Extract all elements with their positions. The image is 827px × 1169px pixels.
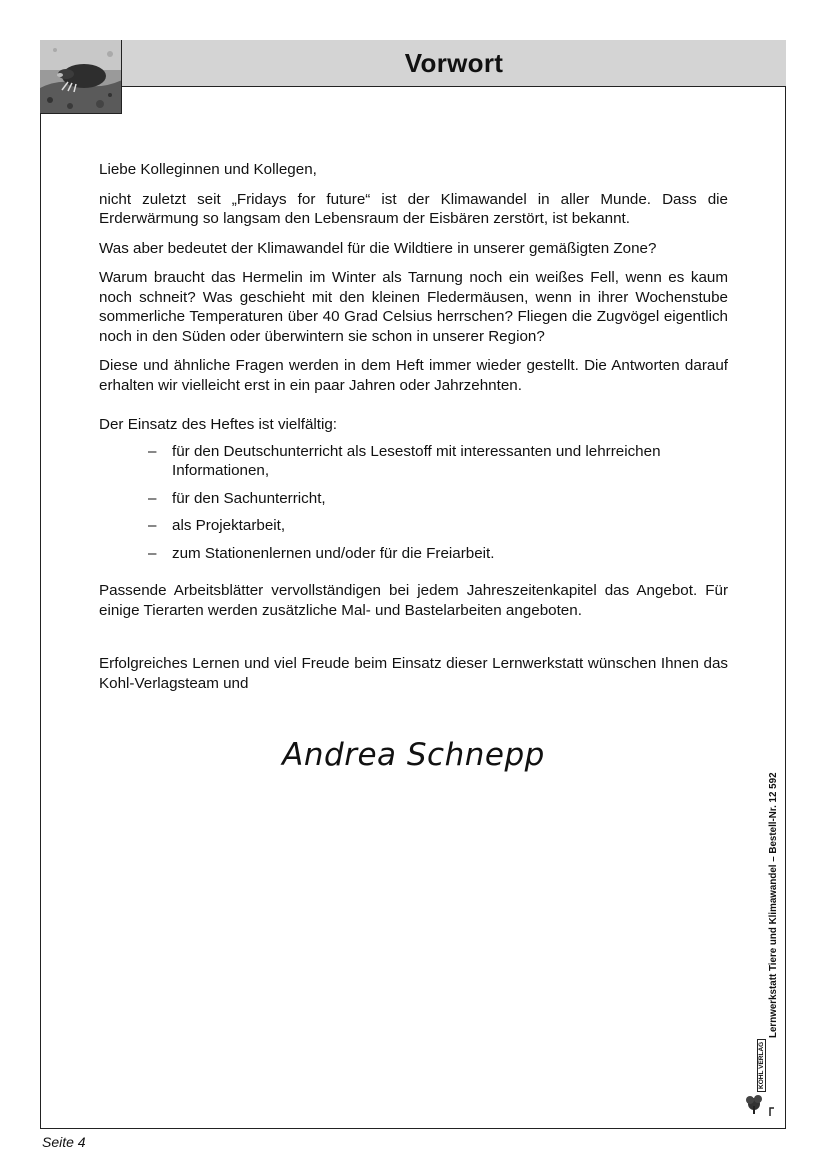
- order-number-text: Lernwerkstatt Tiere und Klimawandel – Bestell-Nr. 12 592: [768, 772, 779, 1038]
- paragraph-2: Was aber bedeutet der Klimawandel für die Wildtiere in unserer gemäßigten Zone?: [99, 239, 657, 257]
- paragraph-1: nicht zuletzt seit „Fridays for future“ ist der Klimawandel in aller Munde. Dass die Erderwärmung so langsam den Lebensraum der Eisbären zerstört, ist bekannt.: [99, 190, 728, 227]
- title-bar: [122, 40, 786, 87]
- paragraph-4: Diese und ähnliche Fragen werden in dem Heft immer wieder gestellt. Die Antworten darauf erhalten wir vielleicht erst in ein paar Jahren oder Jahrzehnten.: [99, 357, 728, 394]
- list-item: – für den Deutschunterricht als Lesestoff mit interessanten und lehrreichen Informationen,: [148, 442, 661, 479]
- signature: Andrea Schnepp: [282, 737, 545, 773]
- list-item: – als Projektarbeit,: [148, 517, 286, 534]
- page-title: Vorwort: [404, 47, 504, 78]
- paragraph-3: Warum braucht das Hermelin im Winter als Tarnung noch ein weißes Fell, wenn es kaum noch schneit? Was geschieht mit den kleinen Fledermäusen, wenn in ihrer Wochenstube sommerliche Temperaturen über 40 Grad Celsius herrschen? Fliegen die Zugvögel eigentlich noch in den Süden oder überwintern sie schon in unserer Region?: [99, 269, 728, 345]
- list-item: – zum Stationenlernen und/oder für die Freiarbeit.: [148, 544, 495, 562]
- page-number: Seite 4: [42, 1134, 86, 1150]
- paragraph-6: Erfolgreiches Lernen und viel Freude beim Einsatz dieser Lernwerkstatt wünschen Ihnen das Kohl-Verlagsteam und: [99, 655, 728, 692]
- list-item: – für den Sachunterricht,: [148, 489, 326, 507]
- publisher-logo-text: KOHL VERLAG: [757, 1039, 766, 1092]
- foreword-text: [99, 160, 728, 693]
- paragraph-5: Passende Arbeitsblätter vervollständigen bei jedem Jahreszeitenkapitel das Angebot. Für einige Tierarten werden zusätzliche Mal- und Bastelarbeiten angeboten.: [99, 582, 728, 619]
- kohl-verlag-logo: [744, 1041, 776, 1116]
- list-intro: Der Einsatz des Heftes ist vielfältig:: [99, 416, 338, 433]
- greeting: Liebe Kolleginnen und Kollegen,: [99, 161, 317, 178]
- tree-icon: [744, 1048, 776, 1116]
- mole-photo-icon: [40, 40, 122, 114]
- usage-list: [99, 442, 728, 564]
